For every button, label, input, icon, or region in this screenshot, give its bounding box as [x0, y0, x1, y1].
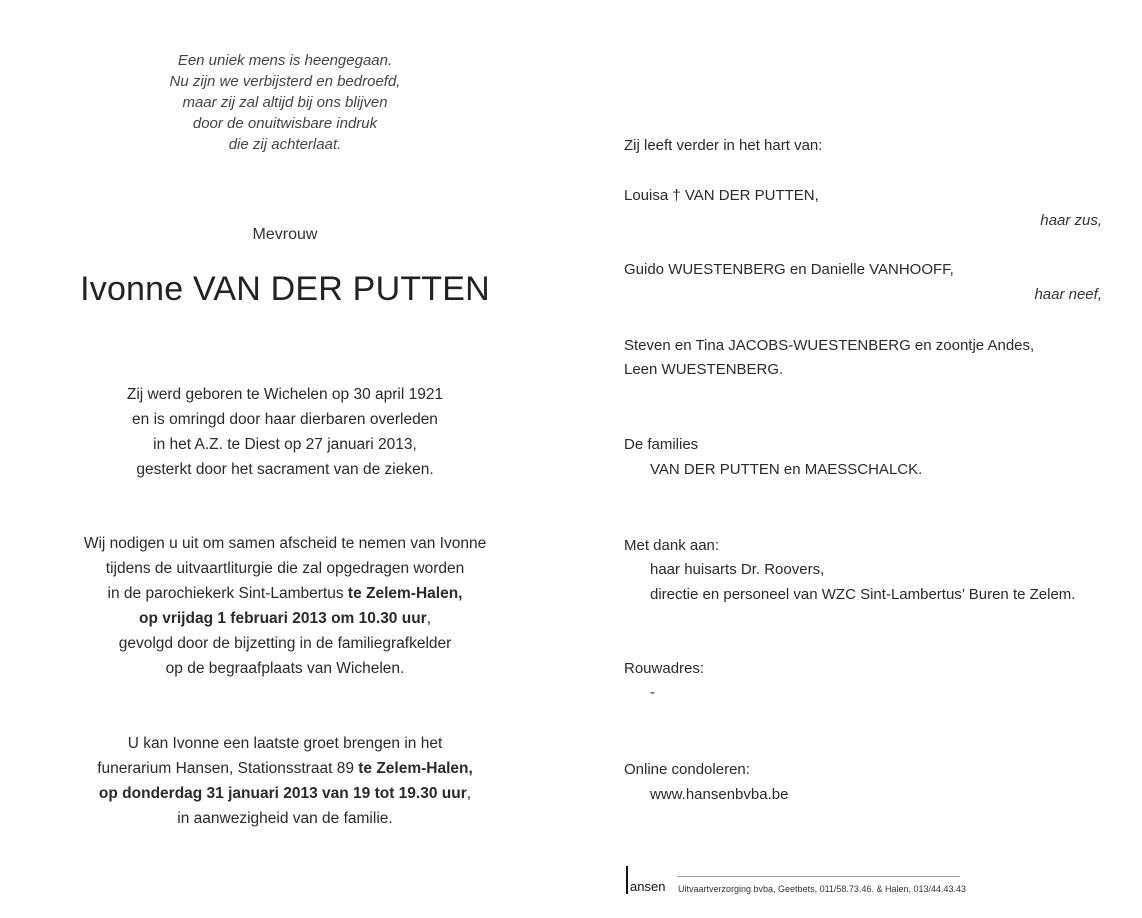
service-line: [30, 606, 540, 631]
service-line: Wij nodigen u uit om samen afscheid te nemen van Ivonne: [83, 535, 487, 552]
viewing-datetime: op donderdag 31 januari 2013 van 19 tot 19.30 uur: [98, 785, 467, 802]
footer-divider: [678, 876, 960, 877]
viewing-line: U kan Ivonne een laatste groet brengen in het: [127, 735, 443, 752]
hansen-logo: [626, 866, 665, 894]
honorific: Mevrouw: [252, 226, 318, 243]
online-condolence-label: Online condoleren:: [624, 761, 750, 778]
viewing-location: te Zelem-Halen,: [358, 760, 473, 777]
service-line: tijdens de uitvaartliturgie die zal opgedragen worden: [105, 560, 465, 577]
viewing-comma: ,: [466, 785, 472, 802]
logo-text: ansen: [630, 879, 666, 894]
relation-nephew: haar neef,: [1034, 286, 1102, 303]
poem-line: Nu zijn we verbijsterd en bedroefd,: [169, 73, 401, 90]
viewing-funerarium: funerarium Hansen, Stationsstraat 89: [97, 760, 359, 777]
relation-sister: haar zus,: [1040, 212, 1102, 229]
deceased-name: Ivonne VAN DER PUTTEN: [80, 270, 490, 308]
thanks-doctor: haar huisarts Dr. Roovers,: [650, 561, 825, 578]
family-member-nephew: Guido WUESTENBERG en Danielle VANHOOFF,: [624, 261, 954, 278]
service-location: te Zelem-Halen,: [347, 585, 463, 602]
families-label: De families: [624, 436, 699, 453]
service-line: gevolgd door de bijzetting in de familiegrafkelder: [118, 635, 452, 652]
birth-death-details: [50, 382, 520, 482]
thanks-label: Met dank aan:: [624, 537, 720, 554]
viewing-line: in aanwezigheid van de familie.: [177, 810, 393, 827]
families-names: VAN DER PUTTEN en MAESSCHALCK.: [650, 461, 923, 478]
service-line: op de begraafplaats van Wichelen.: [165, 660, 405, 677]
birth-line: Zij werd geboren te Wichelen op 30 april 1921: [126, 386, 444, 403]
family-member-leen: Leen WUESTENBERG.: [624, 361, 784, 378]
mourning-address-label: Rouwadres:: [624, 660, 705, 677]
memorial-poem: [90, 50, 480, 155]
poem-line: maar zij zal altijd bij ons blijven: [182, 94, 388, 111]
poem-line: door de onuitwisbare indruk: [192, 115, 378, 132]
thanks-care-home: directie en personeel van WZC Sint-Lambertus’ Buren te Zelem.: [650, 586, 1076, 603]
service-comma: ,: [426, 610, 432, 627]
poem-line: die zij achterlaat.: [228, 136, 342, 153]
birth-line: en is omringd door haar dierbaren overleden: [132, 411, 438, 428]
family-member-sister: Louisa † VAN DER PUTTEN,: [624, 187, 819, 204]
poem-line: Een uniek mens is heengegaan.: [177, 52, 393, 69]
service-church: in de parochiekerk Sint-Lambertus: [107, 585, 348, 602]
funeral-home-footer: [626, 866, 966, 898]
footer-contact: Uitvaartverzorging bvba, Geetbets, 011/58.73.46. & Halen, 013/44.43.43: [678, 884, 967, 894]
mourning-address-value: -: [650, 684, 655, 701]
family-member-jacobs: Steven en Tina JACOBS-WUESTENBERG en zoontje Andes,: [624, 337, 1035, 354]
online-condolence-url[interactable]: www.hansenbvba.be: [650, 786, 789, 803]
survivors-intro: Zij leeft verder in het hart van:: [624, 137, 823, 154]
service-line: [30, 581, 540, 606]
birth-line: in het A.Z. te Diest op 27 januari 2013,: [153, 436, 417, 453]
birth-line: gesterkt door het sacrament van de zieken.: [136, 461, 434, 478]
viewing-line: [30, 781, 540, 806]
viewing-line: [30, 756, 540, 781]
funeral-service-invitation: [30, 531, 540, 681]
viewing-details: [30, 731, 540, 831]
service-datetime: op vrijdag 1 februari 2013 om 10.30 uur: [138, 610, 427, 627]
